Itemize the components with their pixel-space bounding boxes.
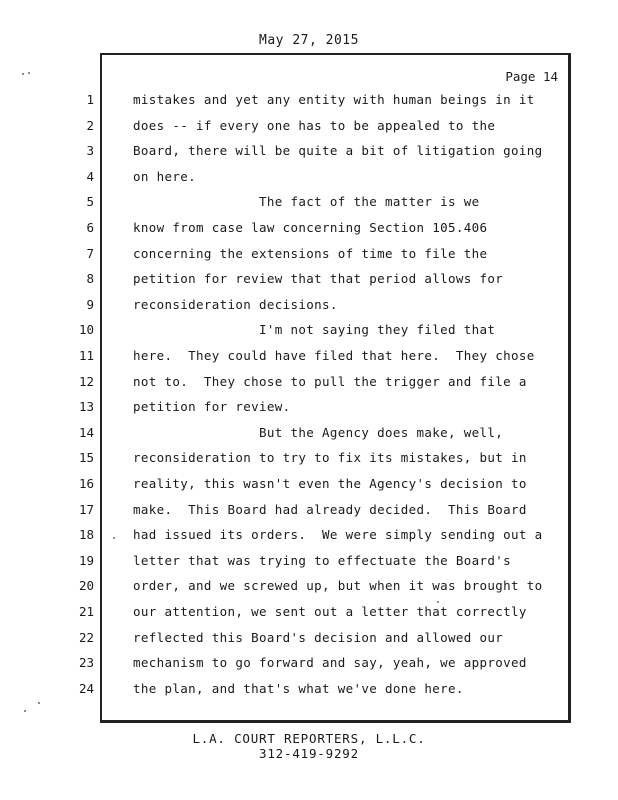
- line-number: 19: [78, 553, 94, 568]
- transcript-line: here. They could have filed that here. They chose: [133, 348, 535, 363]
- transcript-line: does -- if every one has to be appealed to the: [133, 118, 496, 133]
- line-number: 11: [78, 348, 94, 363]
- page-number: Page 14: [505, 69, 558, 84]
- line-number: 14: [78, 425, 94, 440]
- line-number: 22: [78, 630, 94, 645]
- footer-phone: 312-419-9292: [259, 746, 359, 761]
- line-number: 10: [78, 322, 94, 337]
- line-number: 13: [78, 399, 94, 414]
- line-number: 8: [86, 271, 94, 286]
- line-number: 17: [78, 502, 94, 517]
- transcript-line: Board, there will be quite a bit of litigation going: [133, 143, 543, 158]
- transcript-line: reconsideration decisions.: [133, 297, 338, 312]
- transcript-line: reality, this wasn't even the Agency's decision to: [133, 476, 527, 491]
- line-number: 9: [86, 297, 94, 312]
- transcript-line: reflected this Board's decision and allowed our: [133, 630, 504, 645]
- line-number: 4: [86, 169, 94, 184]
- transcript-line: had issued its orders. We were simply sending out a: [133, 527, 543, 542]
- transcript-line: mistakes and yet any entity with human beings in it: [133, 92, 535, 107]
- transcript-line: letter that was trying to effectuate the Board's: [133, 553, 512, 568]
- line-number: 16: [78, 476, 94, 491]
- transcript-line: reconsideration to try to fix its mistakes, but in: [133, 450, 527, 465]
- line-number: 20: [78, 578, 94, 593]
- line-number: 15: [78, 450, 94, 465]
- transcript-line: concerning the extensions of time to file the: [133, 246, 488, 261]
- transcript-line: order, and we screwed up, but when it was brought to: [133, 578, 543, 593]
- line-number: 5: [86, 194, 94, 209]
- scan-speck: [38, 702, 40, 704]
- transcript-line: petition for review that that period allows for: [133, 271, 504, 286]
- line-number: 12: [78, 374, 94, 389]
- line-number: 7: [86, 246, 94, 261]
- line-number: 1: [86, 92, 94, 107]
- transcript-line: make. This Board had already decided. This Board: [133, 502, 527, 517]
- transcript-line: I'm not saying they filed that: [133, 322, 496, 337]
- line-number: 23: [78, 655, 94, 670]
- transcript-line: But the Agency does make, well,: [133, 425, 504, 440]
- transcript-line: not to. They chose to pull the trigger and file a: [133, 374, 527, 389]
- transcript-line: The fact of the matter is we: [133, 194, 480, 209]
- line-number: 3: [86, 143, 94, 158]
- transcript-date: May 27, 2015: [259, 33, 359, 48]
- scan-speck: [113, 537, 115, 539]
- line-number: 24: [78, 681, 94, 696]
- scan-speck: [22, 73, 24, 75]
- footer-company: L.A. COURT REPORTERS, L.L.C.: [192, 731, 426, 746]
- transcript-line: our attention, we sent out a letter that correctly: [133, 604, 527, 619]
- line-number: 18: [78, 527, 94, 542]
- transcript-line: on here.: [133, 169, 197, 184]
- transcript-line: petition for review.: [133, 399, 291, 414]
- line-number: 6: [86, 220, 94, 235]
- transcript-line: mechanism to go forward and say, yeah, we approved: [133, 655, 527, 670]
- transcript-line: the plan, and that's what we've done here.: [133, 681, 464, 696]
- line-number: 2: [86, 118, 94, 133]
- line-number: 21: [78, 604, 94, 619]
- scan-speck: [28, 72, 30, 74]
- scan-speck: [437, 601, 439, 603]
- scan-speck: [24, 710, 26, 712]
- transcript-line: know from case law concerning Section 105.406: [133, 220, 488, 235]
